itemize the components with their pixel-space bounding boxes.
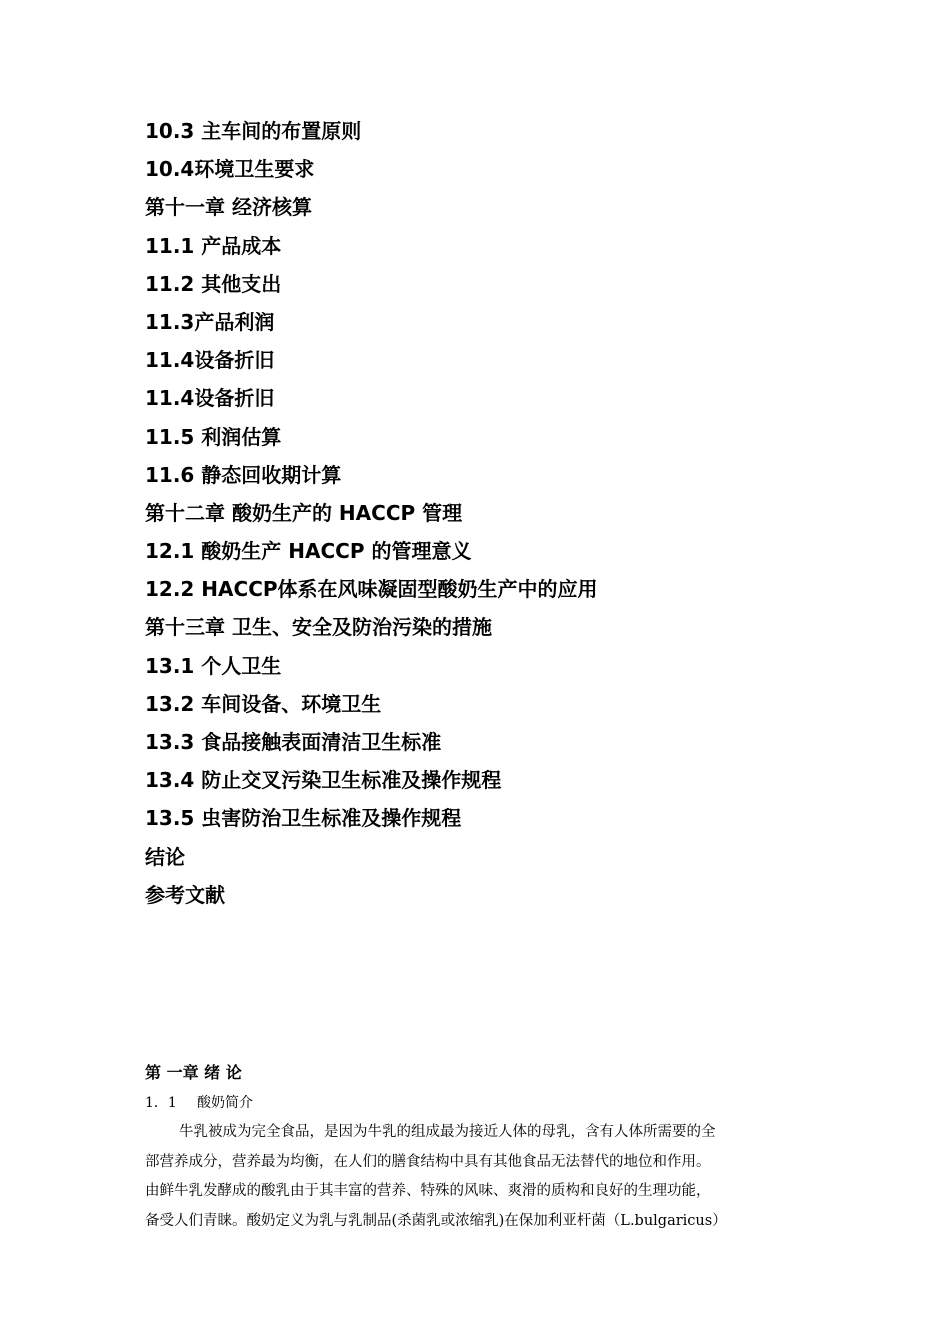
- paragraph-line: 由鲜牛乳发酵成的酸乳由于其丰富的营养、特殊的风味、爽滑的质构和良好的生理功能，: [145, 1183, 711, 1199]
- toc-entry: 13.3 食品接触表面清洁卫生标准: [145, 730, 442, 754]
- toc-entry: 11.1 产品成本: [145, 233, 282, 258]
- toc-entry: 第十三章 卫生、安全及防治污染的措施: [145, 615, 492, 640]
- toc-entry: 11.4设备折旧: [145, 386, 275, 411]
- toc-entry: 参考文献: [145, 882, 225, 907]
- toc-entry: 12.1 酸奶生产 HACCP 的管理意义: [145, 539, 472, 564]
- toc-entry: 11.4设备折旧: [145, 348, 275, 373]
- toc-entry: 10.3 主车间的布置原则: [145, 119, 362, 143]
- toc-entry: 12.2 HACCP体系在风味凝固型酸奶生产中的应用: [145, 577, 598, 602]
- toc-entry: 11.5 利润估算: [145, 424, 282, 449]
- toc-entry: 结论: [145, 844, 185, 869]
- toc-entry: 13.4 防止交叉污染卫生标准及操作规程: [145, 768, 502, 793]
- toc-entry: 10.4环境卫生要求: [145, 157, 315, 182]
- section-heading: [145, 1088, 815, 1118]
- section-title: 酸奶简介: [197, 1095, 253, 1111]
- toc-entry: 13.5 虫害防治卫生标准及操作规程: [145, 806, 462, 831]
- toc-entry: 第十一章 经济核算: [145, 195, 312, 220]
- toc-entry: 第十二章 酸奶生产的 HACCP 管理: [145, 500, 463, 525]
- paragraph-line: 部营养成分，营养最为均衡，在人们的膳食结构中具有其他食品无法替代的地位和作用。: [145, 1153, 711, 1170]
- toc-entry: 11.6 静态回收期计算: [145, 462, 342, 487]
- paragraph-line: 备受人们青睐。酸奶定义为乳与乳制品(杀菌乳或浓缩乳)在保加利亚杆菌（L.bulgaricus）: [145, 1212, 727, 1229]
- toc-entry: 11.3产品利润: [145, 309, 275, 334]
- chapter-one: [145, 1058, 815, 1236]
- paragraph-line: 牛乳被成为完全食品，是因为牛乳的组成最为接近人体的母乳，含有人体所需要的全: [179, 1124, 716, 1140]
- section-number: 1．1: [145, 1095, 177, 1111]
- toc-entry: 13.1 个人卫生: [145, 653, 282, 678]
- toc-entry: 13.2 车间设备、环境卫生: [145, 691, 382, 716]
- chapter-title: 第 一章 绪 论: [145, 1063, 242, 1082]
- toc-entry: 11.2 其他支出: [145, 271, 282, 296]
- body-paragraph: [145, 1118, 815, 1236]
- table-of-contents: [145, 112, 845, 914]
